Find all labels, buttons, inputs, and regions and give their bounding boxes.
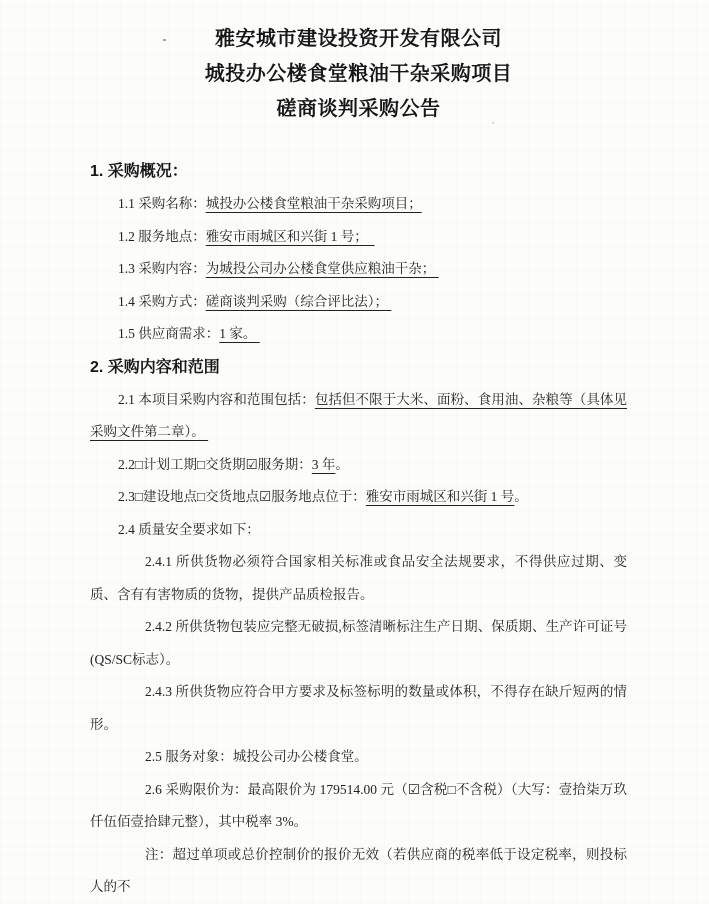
field-label: 1.4 采购方式： [118, 293, 206, 309]
item-2-6: 2.6 采购限价为：最高限价为 179514.00 元（☑含税□不含税）（大写：壹拾柒万玖仟伍佰壹拾肆元整），其中税率 3%。 [90, 781, 627, 829]
item-1-2 [90, 221, 627, 254]
field-value: 雅安市雨城区和兴街 1 号 [365, 489, 515, 504]
document-title-line-1: 雅安城市建设投资开发有限公司 [215, 28, 502, 50]
scan-speck [163, 39, 166, 41]
document-title-line-3: 磋商谈判采购公告 [276, 98, 441, 120]
item-2-2 [90, 449, 627, 482]
field-value: 3 年 [311, 456, 336, 472]
item-1-1 [90, 188, 627, 221]
field-value: 1 家。 [219, 326, 260, 341]
field-tail: 。 [335, 456, 349, 472]
item-2-4-2: 2.4.2 所供货物包装应完整无破损,标签清晰标注生产日期、保质期、生产许可证号(QS/SC标志）。 [90, 619, 627, 667]
field-label: 1.3 采购内容： [118, 261, 206, 276]
document-title-line-2: 城投办公楼食堂粮油干杂采购项目 [204, 63, 513, 85]
item-2-4: 2.4 质量安全要求如下： [118, 521, 260, 537]
document-title-block [90, 22, 627, 127]
section-2-heading: 2. 采购内容和范围 [90, 358, 220, 376]
item-2-4-3: 2.4.3 所供货物应符合甲方要求及标签标明的数量或体积，不得存在缺斤短两的情形。 [90, 684, 627, 732]
item-2-5: 2.5 服务对象：城投公司办公楼食堂。 [145, 749, 368, 764]
item-1-4 [90, 286, 627, 319]
field-label: 1.5 供应商需求： [118, 326, 220, 341]
field-label: 1.1 采购名称： [118, 196, 206, 211]
note-paragraph: 注：超过单项或总价控制价的报价无效（若供应商的税率低于设定税率，则投标人的不 [90, 846, 627, 894]
field-label-with-checkboxes: 2.3□建设地点□交货地点☑服务地点位于： [118, 489, 366, 504]
field-value: 雅安市雨城区和兴街 1 号； [205, 228, 375, 244]
field-value: 包括但不限于大米、面粉、食用油、杂粮等（具体见采购文件第二章）。 [90, 391, 628, 439]
field-value: 城投办公楼食堂粮油干杂采购项目； [205, 196, 422, 211]
section-1-heading: 1. 采购概况： [90, 163, 188, 180]
item-1-5 [90, 318, 627, 351]
field-value: 为城投公司办公楼食堂供应粮油干杂； [205, 261, 439, 276]
item-2-1 [90, 384, 627, 449]
field-tail: 。 [514, 489, 528, 504]
item-2-4-1: 2.4.1 所供货物必须符合国家相关标准或食品安全法规要求，不得供应过期、变质、含有有害物质的货物，提供产品质检报告。 [90, 554, 627, 602]
scan-speck [492, 122, 494, 124]
field-label: 2.1 本项目采购内容和范围包括： [118, 391, 315, 407]
field-label-with-checkboxes: 2.2□计划工期□交货期☑服务期： [118, 456, 312, 472]
item-1-3 [90, 253, 627, 286]
field-label: 1.2 服务地点： [118, 228, 206, 244]
item-2-3 [90, 481, 627, 514]
field-value: 磋商谈判采购（综合评比法）； [205, 293, 392, 309]
